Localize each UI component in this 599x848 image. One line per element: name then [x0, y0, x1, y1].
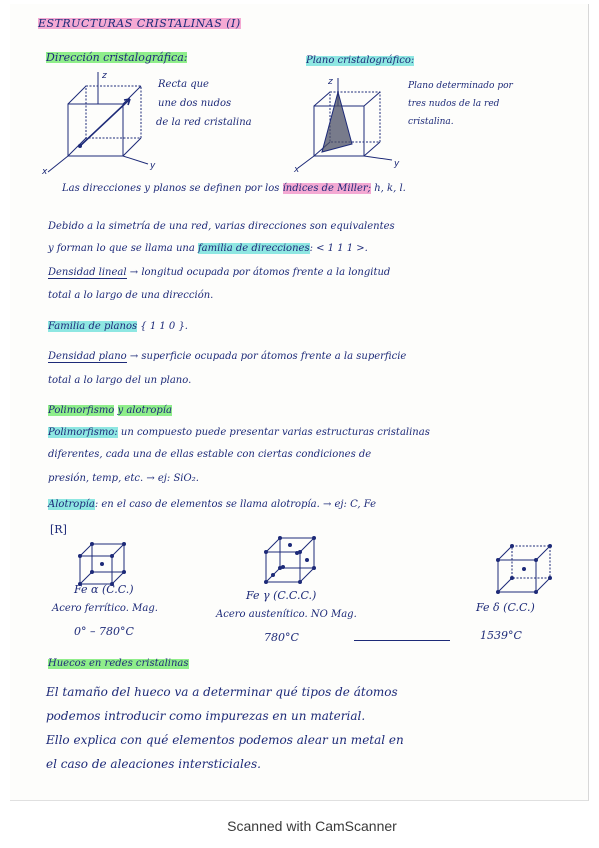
familia-planos-label: Familia de planos — [48, 321, 138, 332]
axis-x: x — [294, 165, 300, 175]
fe-alpha-bcc-figure — [74, 538, 130, 588]
direccion-line-2: une dos nudos — [158, 98, 232, 109]
alotropia-text: : en el caso de elementos se llama alotropía. → ej: C, Fe — [94, 499, 377, 510]
fe-alpha-temp: 0° – 780°C — [74, 625, 134, 638]
fe-delta-temp: 1539°C — [480, 629, 522, 642]
miller-post: h, k, l. — [374, 183, 406, 194]
huecos-line-4: el caso de aleaciones intersticiales. — [46, 757, 261, 771]
alotropia-bracket: [R] — [50, 523, 67, 536]
direccion-line-1: Recta que — [158, 79, 209, 90]
densidad-plano-line-1 — [48, 352, 406, 362]
densidad-lineal-label: Densidad lineal — [48, 267, 127, 278]
densidad-lineal-text-1: → longitud ocupada por átomos frente a la longitud — [129, 267, 391, 278]
familia-direcciones-label: familia de direcciones — [197, 243, 310, 254]
huecos-heading: Huecos en redes cristalinas — [48, 658, 189, 669]
fe-gamma-desc: Acero austenítico. NO Mag. — [216, 609, 357, 620]
densidad-plano-text-2: total a lo largo del un plano. — [48, 375, 192, 386]
densidad-plano-label: Densidad plano — [48, 351, 127, 362]
simetria-line-2-post: : < 1 1 1 >. — [309, 243, 368, 254]
scan-watermark: Scanned with CamScanner — [227, 818, 397, 834]
densidad-lineal-line-1 — [48, 268, 390, 278]
simetria-line-2 — [48, 244, 368, 254]
fe-alpha-name: Fe α (C.C.) — [74, 583, 134, 596]
plano-cube-figure — [292, 74, 412, 174]
axis-y: y — [394, 159, 400, 169]
axis-y: y — [150, 161, 156, 171]
fe-alpha-desc: Acero ferrítico. Mag. — [52, 603, 158, 614]
polimorfismo-text-3: presión, temp, etc. → ej: SiO₂. — [48, 473, 199, 484]
plano-line-3: cristalina. — [408, 117, 454, 127]
direccion-cube-figure — [38, 64, 158, 177]
familia-planos-line — [48, 322, 188, 332]
polimorfismo-heading-a: Polimorfismo — [48, 405, 115, 416]
familia-planos-value: { 1 1 0 }. — [140, 321, 188, 332]
huecos-line-2: podemos introducir como impurezas en un material. — [46, 709, 366, 723]
polimorfismo-line-1 — [48, 428, 430, 438]
densidad-plano-text-1: → superficie ocupada por átomos frente a la superficie — [129, 351, 407, 362]
notebook-page — [10, 4, 589, 801]
axis-x: x — [42, 167, 48, 177]
densidad-lineal-text-2: total a lo largo de una dirección. — [48, 290, 214, 301]
miller-pre: Las direcciones y planos se definen por los — [62, 183, 280, 194]
fe-delta-name: Fe δ (C.C.) — [476, 601, 535, 614]
fe-gamma-name: Fe γ (C.C.C.) — [246, 589, 317, 602]
alotropia-line — [48, 500, 376, 510]
polimorfismo-text-1: un compuesto puede presentar varias estructuras cristalinas — [120, 427, 430, 438]
page-title: ESTRUCTURAS CRISTALINAS (I) — [38, 17, 241, 30]
alotropia-label: Alotropía — [48, 499, 95, 510]
polimorfismo-text-2: diferentes, cada una de ellas estable con ciertas condiciones de — [48, 449, 372, 460]
direccion-heading: Dirección cristalográfica: — [46, 51, 188, 64]
huecos-line-3: Ello explica con qué elementos podemos alear un metal en — [46, 733, 404, 747]
plano-line-1: Plano determinado por — [408, 81, 513, 91]
huecos-line-1: El tamaño del hueco va a determinar qué tipos de átomos — [46, 685, 398, 699]
plano-line-2: tres nudos de la red — [408, 99, 500, 109]
fe-gamma-temp: 780°C — [264, 631, 299, 644]
simetria-line-1: Debido a la simetría de una red, varias direcciones son equivalentes — [48, 221, 395, 232]
axis-z: z — [328, 77, 333, 87]
polimorfismo-heading-b: y alotropía — [117, 405, 172, 416]
polimorfismo-heading — [48, 406, 172, 416]
polimorfismo-label: Polimorfismo: — [48, 427, 118, 438]
axis-z: z — [102, 71, 107, 81]
miller-label: índices de Miller; — [282, 183, 372, 194]
temp-range-line — [354, 640, 450, 641]
miller-line — [62, 184, 406, 194]
fe-gamma-fcc-figure — [260, 534, 320, 586]
simetria-line-2-pre: y forman lo que se llama una — [48, 243, 195, 254]
fe-delta-bcc-figure — [492, 540, 558, 596]
plano-heading: Plano cristalográfico: — [306, 55, 415, 66]
direccion-line-3: de la red cristalina — [156, 117, 252, 128]
